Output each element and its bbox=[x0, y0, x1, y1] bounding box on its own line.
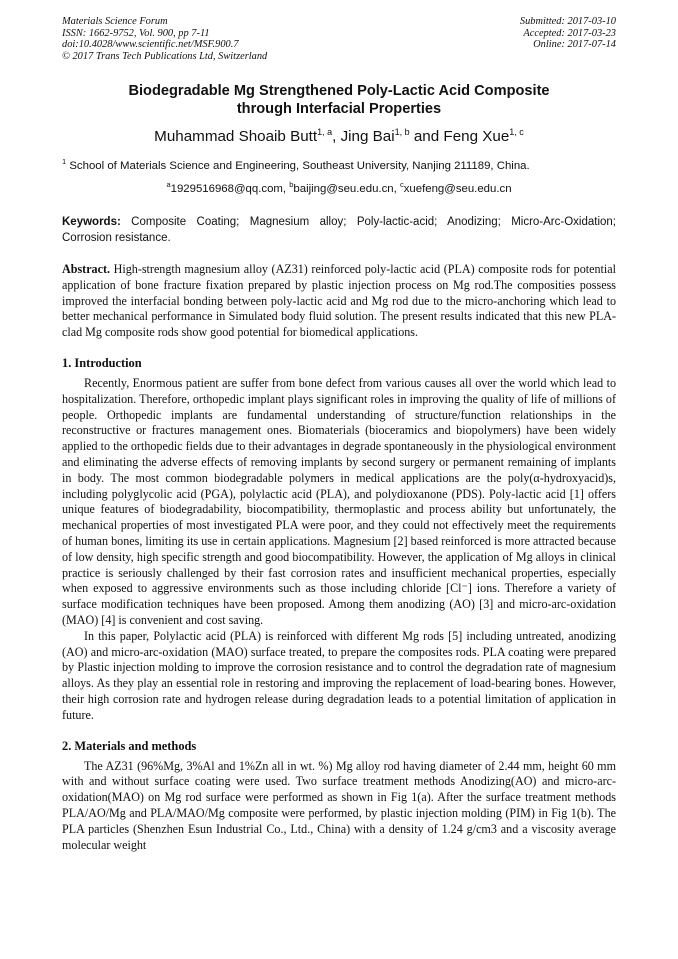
dates-info bbox=[520, 16, 616, 62]
submitted-date: Submitted: 2017-03-10 bbox=[519, 16, 616, 27]
author-name: Muhammad Shoaib Butt bbox=[154, 128, 318, 146]
email-superscript: c bbox=[399, 180, 404, 190]
author-list bbox=[62, 122, 616, 147]
body-paragraph: Recently, Enormous patient are suffer from bone defect from various causes all over the world which lead to hospitalization. Therefore, orthopedic implant plays significant roles in improving the quality of life of millions of people. Orthopedic implants are fundamental understanding of structure/function relationships in the reconstructive or fractures management ones. Biomaterials (bioceramics and biopolymers) have been widely applied to the orthopedic fields due to their advantages in degrade spontaneously in the physiological environment and eliminating the adverse effects of removing implants by second surgery or permanent remaining of implants in body. The most common biodegradable polymers in medical applications are the poly(α-hydroxyacid)s, including polyglycolic acid (PGA), polylactic acid (PLA), and polydioxanone (PDS). Poly-lactic acid [1] offers unique features of biodegradability, biocompatibility, thermoplastic and process ability but unfortunately, the mechanical properties of most investigated PLA were poor, and they could not effectively meet the requirements of human bones, limiting its use in certain applications. Magnesium [2] based reinforced is more attracted because of low density, high specific strength and good biocompatibility. However, the application of Mg alloys in clinical practice is seriously challenged by their fast corrosion rates and insufficient mechanical properties, especially when exposed to aggressive environments such as those including chloride [Cl⁻] ions. Therefore a variety of surface modification techniques have been proposed. Among them anodizing (AO) [3] and micro-arc-oxidation (MAO) [4] is convenient and cost saving. bbox=[62, 376, 616, 627]
author-separator: , bbox=[332, 128, 341, 146]
accepted-date: Accepted: 2017-03-23 bbox=[523, 27, 616, 39]
author-name: Feng Xue bbox=[443, 128, 510, 146]
online-date: Online: 2017-07-14 bbox=[533, 39, 616, 51]
email-superscript: b bbox=[289, 180, 294, 190]
affiliation bbox=[62, 155, 616, 173]
copyright: © 2017 Trans Tech Publications Ltd, Switzerland bbox=[62, 50, 268, 62]
author-name: Jing Bai bbox=[340, 128, 395, 146]
keywords-text: Composite Coating; Magnesium alloy; Poly-lactic-acid; Anodizing; Micro-Arc-Oxidation; Corrosion resistance. bbox=[62, 216, 616, 245]
publication-header bbox=[62, 16, 616, 62]
affiliation-text: School of Materials Science and Engineering, Southeast University, Nanjing 211189, China. bbox=[66, 160, 530, 173]
journal-name: Materials Science Forum bbox=[62, 16, 168, 27]
author-superscript: 1, a bbox=[317, 127, 333, 138]
abstract bbox=[62, 262, 616, 341]
abstract-label: Abstract. bbox=[62, 262, 111, 277]
email-superscript: a bbox=[166, 180, 171, 190]
email-link[interactable]: 1929516968@qq.com, bbox=[170, 183, 290, 196]
journal-info bbox=[62, 16, 267, 62]
keywords-label: Keywords: bbox=[62, 216, 121, 229]
email-link[interactable]: baijing@seu.edu.cn, bbox=[293, 183, 400, 196]
title-line-2: through Interfacial Properties bbox=[236, 101, 442, 118]
section-heading-materials-methods: 2. Materials and methods bbox=[62, 738, 197, 753]
author-superscript: 1, c bbox=[509, 127, 524, 138]
body-paragraph: The AZ31 (96%Mg, 3%Al and 1%Zn all in wt. %) Mg alloy rod having diameter of 2.44 mm, height 60 mm with and without surface coating were used. Two surface treatment methods Anodizing(AO) and micro-arc-oxidation(MAO) on Mg rod surface were performed as shown in Fig 1(a). After the surface treatment methods PLA/AO/Mg and PLA/MAO/Mg composite were performed, by plastic injection molding (PIM) in Fig 1(b). The PLA particles (Shenzhen Esun Industrial Co., Ltd., China) with a density of 1.24 g/cm3 and a viscosity average molecular weight bbox=[62, 758, 616, 852]
author-superscript: 1, b bbox=[394, 127, 410, 138]
keywords bbox=[62, 214, 616, 246]
author-separator: and bbox=[409, 128, 444, 146]
email-link[interactable]: xuefeng@seu.edu.cn bbox=[403, 183, 512, 196]
abstract-text: High-strength magnesium alloy (AZ31) reinforced poly-lactic acid (PLA) composite rods for potential application of bone fracture fixation prepared by plastic injection process on Mg rod.The composities possess improved the interfacial bonding between poly-lactic acid and Mg rod due to the micro-anchoring which lead to better mechanical performance in Simulated body fluid solution. The present results indicated that this new PLA-clad Mg composite rods show good potential for biomedical applications. bbox=[62, 262, 616, 340]
section-heading-introduction: 1. Introduction bbox=[62, 356, 142, 371]
issn: ISSN: 1662-9752, Vol. 900, pp 7-11 bbox=[62, 27, 210, 39]
doi: doi:10.4028/www.scientific.net/MSF.900.7 bbox=[62, 39, 239, 51]
affiliation-superscript: 1 bbox=[62, 157, 67, 167]
author-emails bbox=[62, 178, 616, 196]
paper-title bbox=[62, 82, 616, 118]
body-paragraph: In this paper, Polylactic acid (PLA) is reinforced with different Mg rods [5] including untreated, anodizing (AO) and micro-arc-oxidation (MAO) surface treated, to prepare the composites rods. PLA coating were prepared by Plastic injection molding to improve the corrosion resistance and to control the degradation rate of magnesium alloys. As they play an essential role in restoring and improving the replacement of load-bearing bones. However, their high corrosion rate and hydrogen release during degradation leads to a potential limitation of application in future. bbox=[62, 628, 616, 722]
title-line-1: Biodegradable Mg Strengthened Poly-Lactic Acid Composite bbox=[128, 83, 550, 100]
